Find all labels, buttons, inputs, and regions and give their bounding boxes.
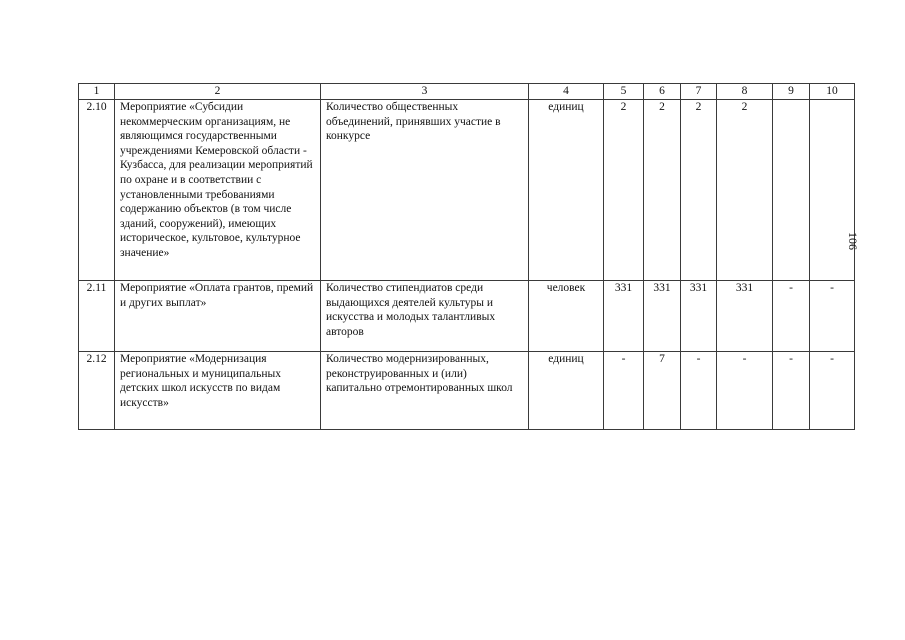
value-cell: - (810, 281, 855, 352)
value-cell (773, 100, 810, 281)
value-cell: 331 (681, 281, 717, 352)
header-cell-9: 9 (773, 84, 810, 100)
indicator-cell: Количество стипендиатов среди выдающихся деятелей культуры и искусства и молодых талантливых авторов (321, 281, 529, 352)
value-cell: 331 (604, 281, 644, 352)
value-cell: 331 (717, 281, 773, 352)
value-cell: 2 (644, 100, 681, 281)
event-cell: Мероприятие «Субсидии некоммерческим организациям, не являющимся государственными учреждениями Кемеровской области - Кузбасса, для реализации мероприятий по охране и в соответствии с установленными требованиями содержанию объектов (в том числе зданий, сооружений), имеющих историческое, культовое, культурное значение» (115, 100, 321, 281)
header-cell-5: 5 (604, 84, 644, 100)
table-row (79, 352, 855, 430)
header-cell-10: 10 (810, 84, 855, 100)
value-cell: - (773, 352, 810, 430)
header-cell-8: 8 (717, 84, 773, 100)
value-cell: 7 (644, 352, 681, 430)
header-cell-3: 3 (321, 84, 529, 100)
header-cell-4: 4 (529, 84, 604, 100)
value-cell: 2 (717, 100, 773, 281)
row-number: 2.11 (79, 281, 115, 352)
value-cell: - (681, 352, 717, 430)
value-cell: - (810, 352, 855, 430)
indicator-cell: Количество модернизированных, реконструированных и (или) капитально отремонтированных школ (321, 352, 529, 430)
value-cell: 2 (604, 100, 644, 281)
value-cell: - (717, 352, 773, 430)
unit-cell: единиц (529, 352, 604, 430)
indicator-cell: Количество общественных объединений, принявших участие в конкурсе (321, 100, 529, 281)
table-row (79, 100, 855, 281)
value-cell: - (773, 281, 810, 352)
header-cell-2: 2 (115, 84, 321, 100)
value-cell: 331 (644, 281, 681, 352)
header-cell-6: 6 (644, 84, 681, 100)
value-cell: - (604, 352, 644, 430)
unit-cell: человек (529, 281, 604, 352)
page-number: 106 (846, 232, 860, 250)
row-number: 2.12 (79, 352, 115, 430)
value-cell (810, 100, 855, 281)
table-row (79, 281, 855, 352)
event-cell: Мероприятие «Оплата грантов, премий и других выплат» (115, 281, 321, 352)
header-cell-1: 1 (79, 84, 115, 100)
indicators-table (78, 83, 855, 430)
row-number: 2.10 (79, 100, 115, 281)
header-cell-7: 7 (681, 84, 717, 100)
table-header-row (79, 84, 855, 100)
event-cell: Мероприятие «Модернизация региональных и муниципальных детских школ искусств по видам искусств» (115, 352, 321, 430)
unit-cell: единиц (529, 100, 604, 281)
value-cell: 2 (681, 100, 717, 281)
